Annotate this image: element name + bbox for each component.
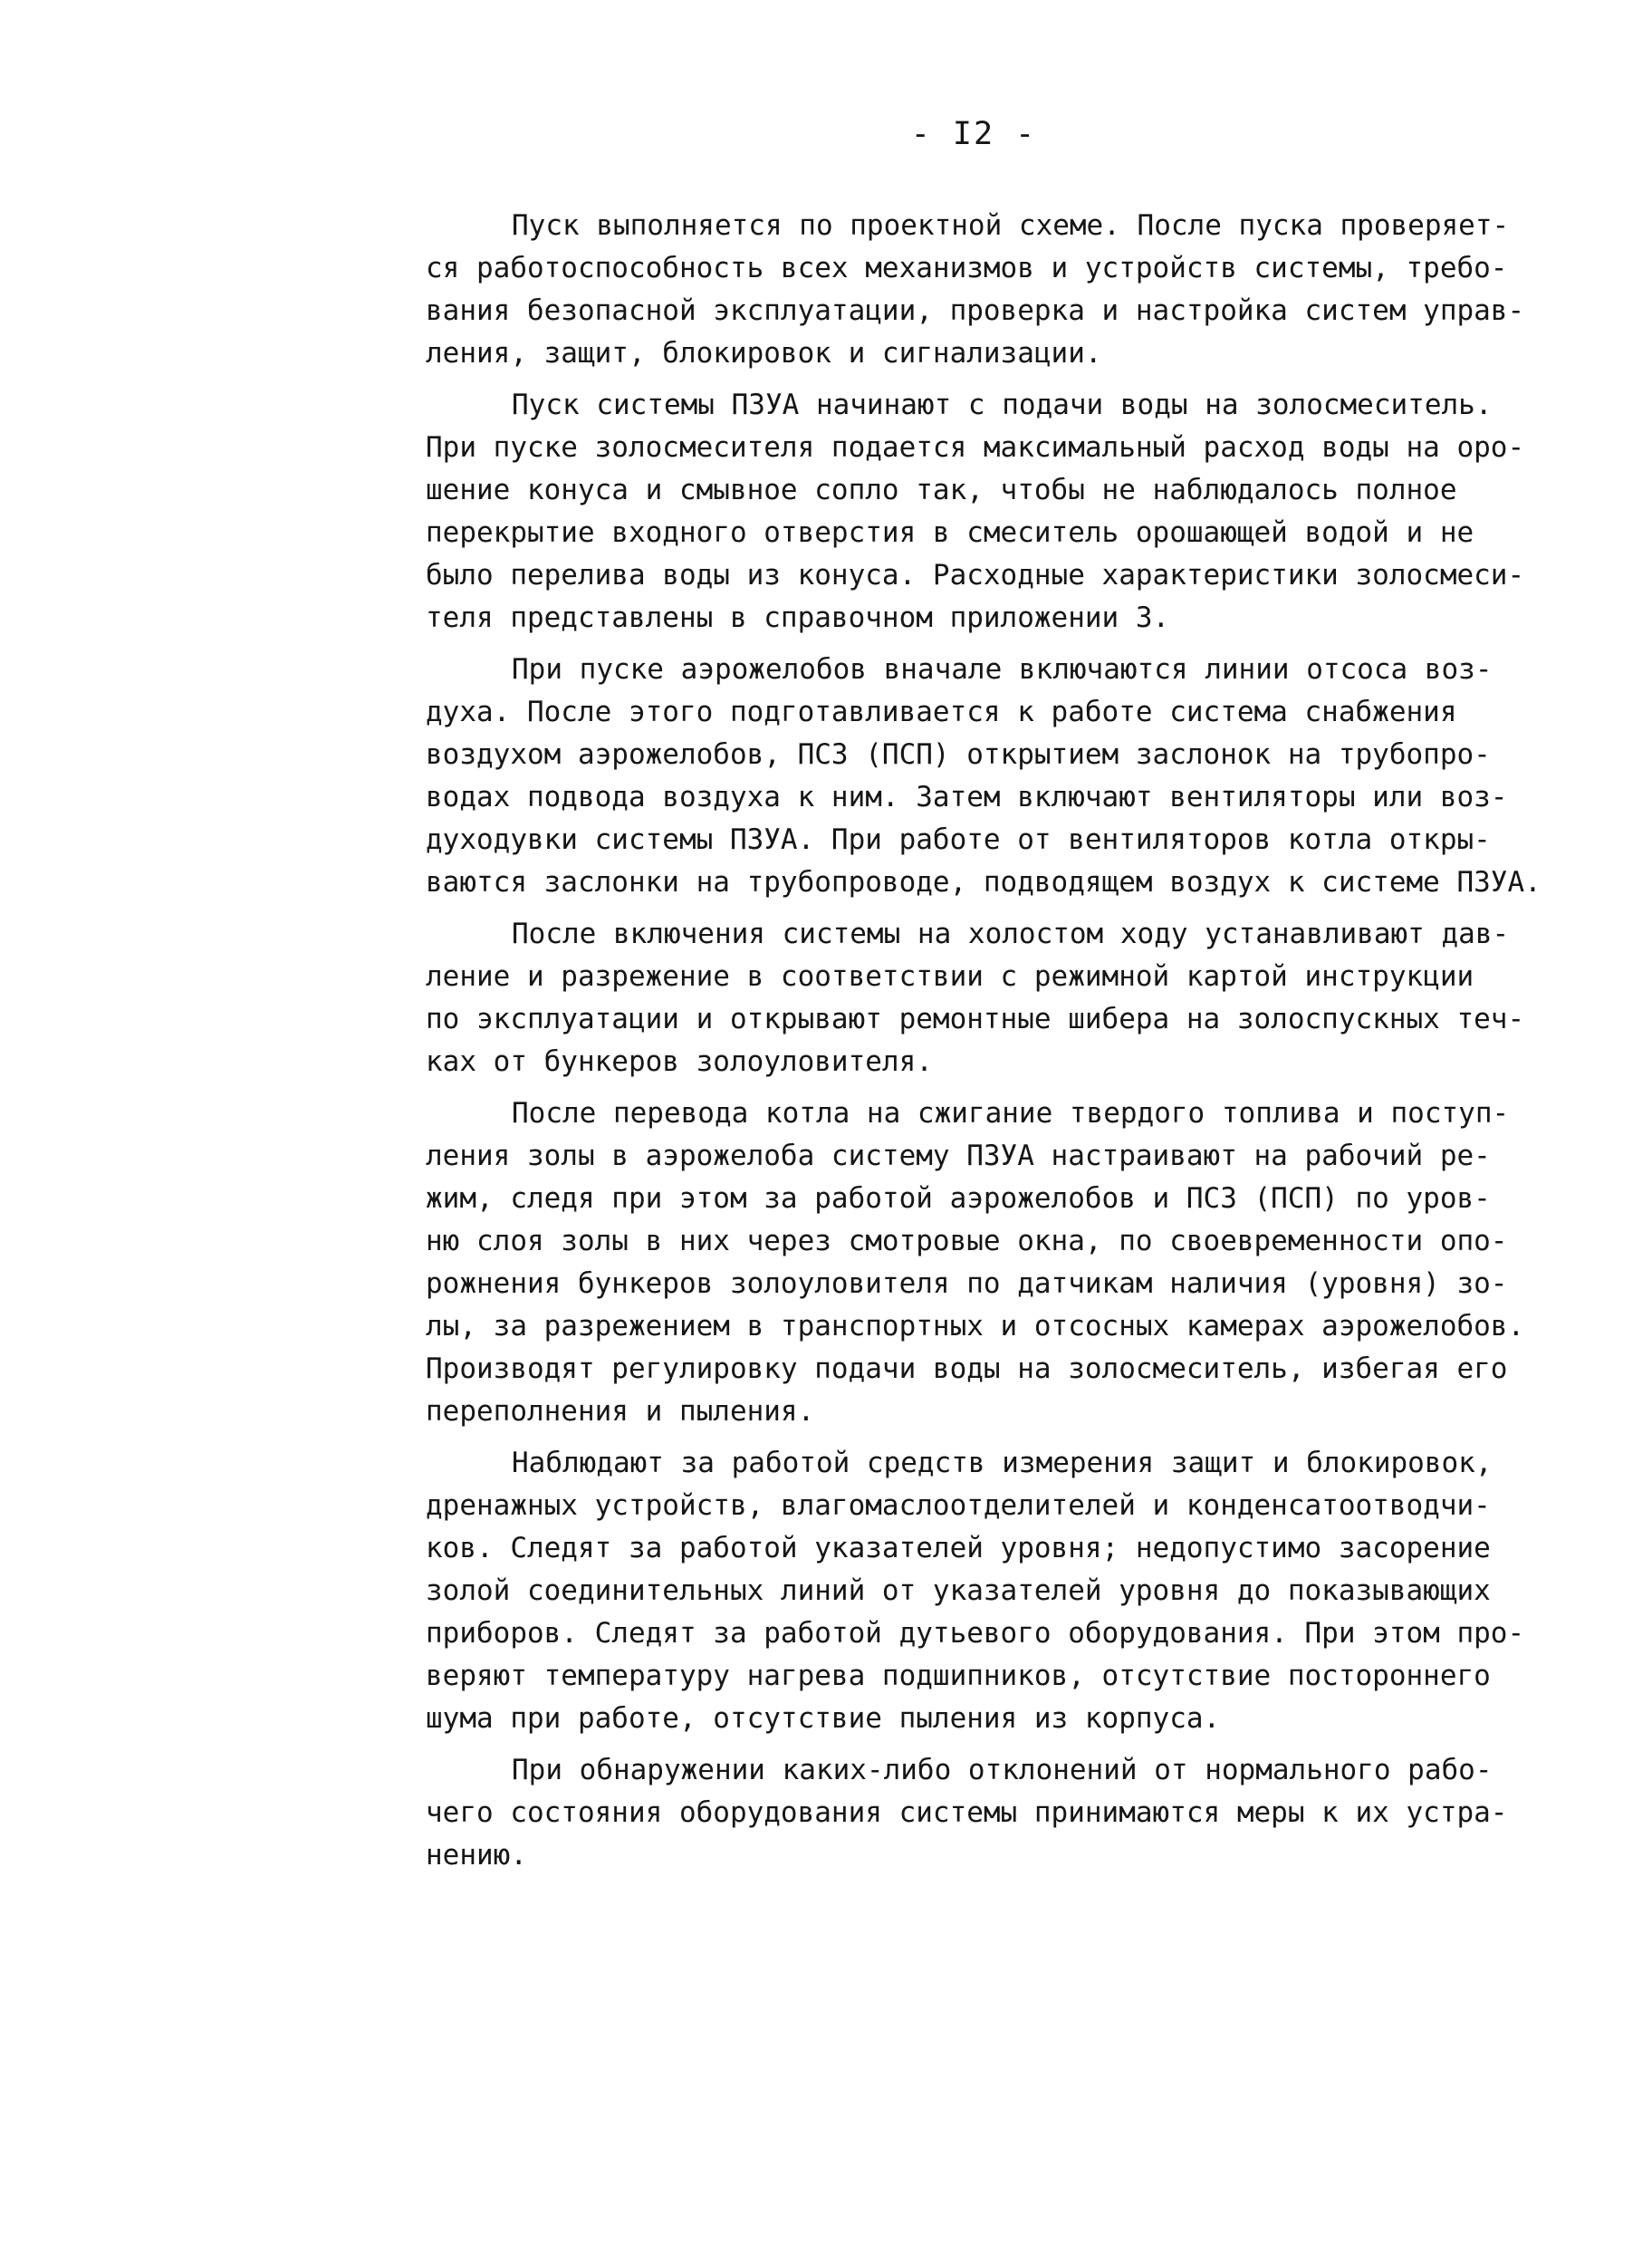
- text-line: дренажных устройств, влагомаслоотделителей и конденсатоотводчи-: [426, 1489, 1491, 1522]
- text-line: ление и разрежение в соответствии с режимной картой инструкции: [426, 960, 1474, 993]
- text-line: ся работоспособность всех механизмов и устройств системы, требо-: [426, 252, 1508, 284]
- paragraph-1: [426, 205, 1603, 375]
- text-line: ления золы в аэрожелоба систему ПЗУА настраивают на рабочий ре-: [426, 1140, 1491, 1172]
- text-line: воздухом аэрожелобов, ПСЗ (ПСП) открытием заслонок на трубопро-: [426, 738, 1491, 771]
- text-line: было перелива воды из конуса. Расходные характеристики золосмеси-: [426, 559, 1525, 592]
- text-line: веряют температуру нагрева подшипников, отсутствие постороннего: [426, 1660, 1491, 1692]
- text-line: ню слоя золы в них через смотровые окна, по своевременности опо-: [426, 1225, 1508, 1257]
- text-line: После перевода котла на сжигание твердого топлива и поступ-: [512, 1097, 1510, 1130]
- text-line: по эксплуатации и открывают ремонтные шибера на золоспускных теч-: [426, 1003, 1525, 1035]
- text-line: духа. После этого подготавливается к работе система снабжения: [426, 696, 1457, 728]
- text-line: теля представлены в справочном приложении 3.: [426, 601, 1170, 634]
- paragraph-7: [426, 1749, 1603, 1877]
- text-line: жим, следя при этом за работой аэрожелобов и ПСЗ (ПСП) по уров-: [426, 1182, 1491, 1215]
- text-line: вания безопасной эксплуатации, проверка и настройка систем управ-: [426, 294, 1525, 327]
- text-line: Наблюдают за работой средств измерения защит и блокировок,: [512, 1447, 1493, 1479]
- text-line: золой соединительных линий от указателей уровня до показывающих: [426, 1574, 1491, 1607]
- body-text: [426, 205, 1603, 1886]
- page-number: - I2 -: [910, 116, 1037, 152]
- text-line: рожнения бункеров золоуловителя по датчикам наличия (уровня) зо-: [426, 1267, 1508, 1300]
- text-line: Пуск системы ПЗУА начинают с подачи воды на золосмеситель.: [512, 389, 1493, 421]
- text-line: переполнения и пыления.: [426, 1395, 815, 1428]
- text-line: шума при работе, отсутствие пыления из корпуса.: [426, 1702, 1221, 1735]
- paragraph-2: [426, 384, 1603, 640]
- text-line: водах подвода воздуха к ним. Затем включают вентиляторы или воз-: [426, 781, 1508, 813]
- paragraph-4: [426, 913, 1603, 1083]
- text-line: При обнаружении каких-либо отклонений от нормального рабо-: [512, 1754, 1493, 1786]
- text-line: ков. Следят за работой указателей уровня; недопустимо засорение: [426, 1532, 1491, 1564]
- text-line: чего состояния оборудования системы принимаются меры к их устра-: [426, 1796, 1508, 1829]
- text-line: лы, за разрежением в транспортных и отсосных камерах аэрожелобов.: [426, 1310, 1525, 1343]
- text-line: шение конуса и смывное сопло так, чтобы не наблюдалось полное: [426, 474, 1457, 506]
- paragraph-6: [426, 1442, 1603, 1740]
- text-line: ваются заслонки на трубопроводе, подводящем воздух к системе ПЗУА.: [426, 866, 1542, 899]
- text-line: ления, защит, блокировок и сигнализации.: [426, 337, 1102, 370]
- text-line: Пуск выполняется по проектной схеме. После пуска проверяет-: [512, 209, 1510, 242]
- text-line: При пуске золосмесителя подается максимальный расход воды на оро-: [426, 431, 1525, 464]
- text-line: приборов. Следят за работой дутьевого оборудования. При этом про-: [426, 1617, 1525, 1650]
- text-line: При пуске аэрожелобов вначале включаются линии отсоса воз-: [512, 653, 1493, 686]
- text-line: перекрытие входного отверстия в смеситель орошающей водой и не: [426, 516, 1474, 549]
- text-line: Производят регулировку подачи воды на золосмеситель, избегая его: [426, 1352, 1508, 1385]
- text-line: духодувки системы ПЗУА. При работе от вентиляторов котла откры-: [426, 823, 1491, 856]
- paragraph-5: [426, 1092, 1603, 1433]
- paragraph-3: [426, 649, 1603, 904]
- text-line: нению.: [426, 1839, 527, 1872]
- text-line: После включения системы на холостом ходу устанавливают дав-: [512, 918, 1510, 950]
- text-line: ках от бункеров золоуловителя.: [426, 1045, 933, 1078]
